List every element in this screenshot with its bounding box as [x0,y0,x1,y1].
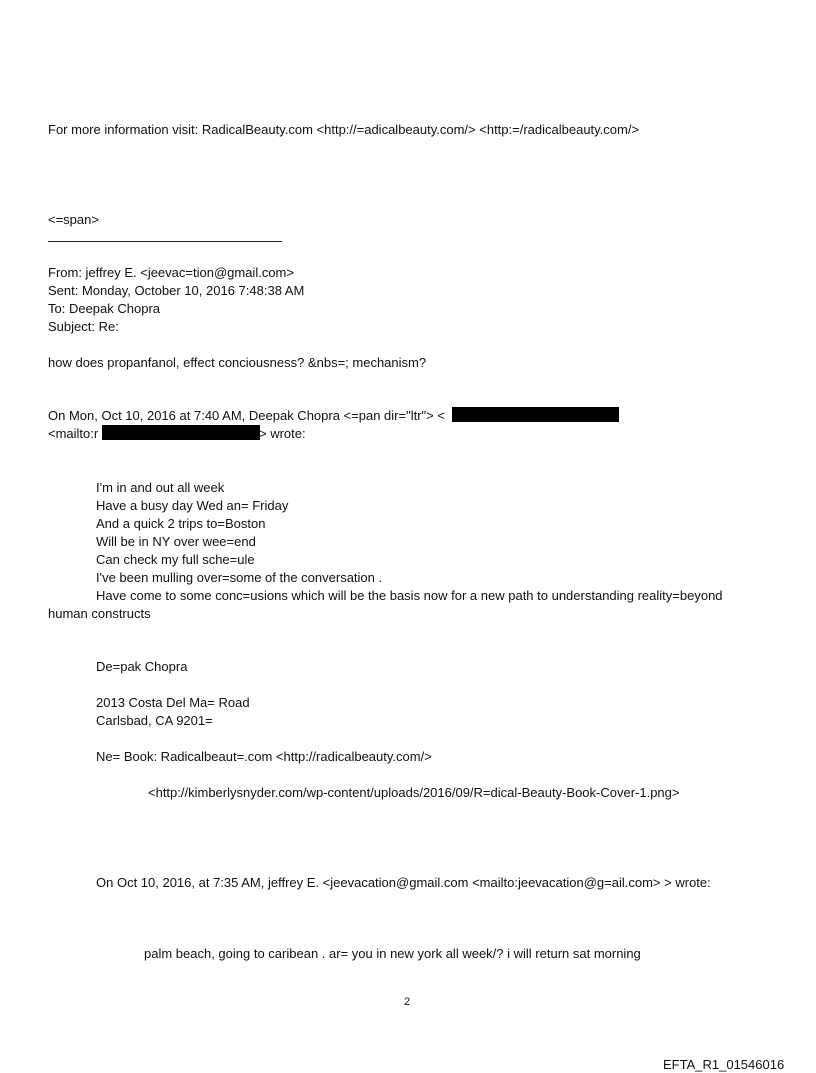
quote-intro-line-2-suffix: > wrote: [259,426,306,441]
quote-intro-line-2-prefix: <mailto:r [48,426,99,441]
redaction-block [452,407,619,422]
bates-number: EFTA_R1_01546016 [663,1057,785,1072]
message-line: Have a busy day Wed an= Friday [96,498,289,513]
nested-message-line: palm beach, going to caribean . ar= you in new york all week/? i will return sat morning [144,946,641,961]
header-divider [48,241,282,242]
message-line: Will be in NY over wee=end [96,534,256,549]
message-line: I've been mulling over=some of the conversation . [96,570,383,585]
question-line: how does propanfanol, effect conciousness? &nbs=; mechanism? [48,355,427,370]
info-line: For more information visit: RadicalBeauty.com <http://=adicalbeauty.com/> <http:=/radicalbeauty.com/> [48,122,640,137]
redaction-block [102,425,260,440]
message-line: Can check my full sche=ule [96,552,255,567]
signature-image-link: <http://kimberlysnyder.com/wp-content/uploads/2016/09/R=dical-Beauty-Book-Cover-1.png> [148,785,680,800]
nested-intro-line: On Oct 10, 2016, at 7:35 AM, jeffrey E. <jeevacation@gmail.com <mailto:jeevacation@g=ail.com> > wrote: [96,875,711,890]
signature-address-1: 2013 Costa Del Ma= Road [96,695,250,710]
quote-intro-line-1: On Mon, Oct 10, 2016 at 7:40 AM, Deepak Chopra <=pan dir="ltr"> < [48,408,445,423]
page-number: 2 [404,996,411,1008]
message-line-wrap: human constructs [48,606,151,621]
header-sent: Sent: Monday, October 10, 2016 7:48:38 AM [48,283,305,298]
message-line: And a quick 2 trips to=Boston [96,516,266,531]
header-to: To: Deepak Chopra [48,301,161,316]
header-from: From: jeffrey E. <jeevac=tion@gmail.com> [48,265,294,280]
signature-book: Ne= Book: Radicalbeaut=.com <http://radicalbeauty.com/> [96,749,432,764]
message-line: I'm in and out all week [96,480,225,495]
signature-address-2: Carlsbad, CA 9201= [96,713,213,728]
message-line: Have come to some conc=usions which will be the basis now for a new path to understanding reality=beyond [96,588,723,603]
header-subject: Subject: Re: [48,319,119,334]
signature-name: De=pak Chopra [96,659,188,674]
span-tag-text: <=span> [48,212,99,227]
